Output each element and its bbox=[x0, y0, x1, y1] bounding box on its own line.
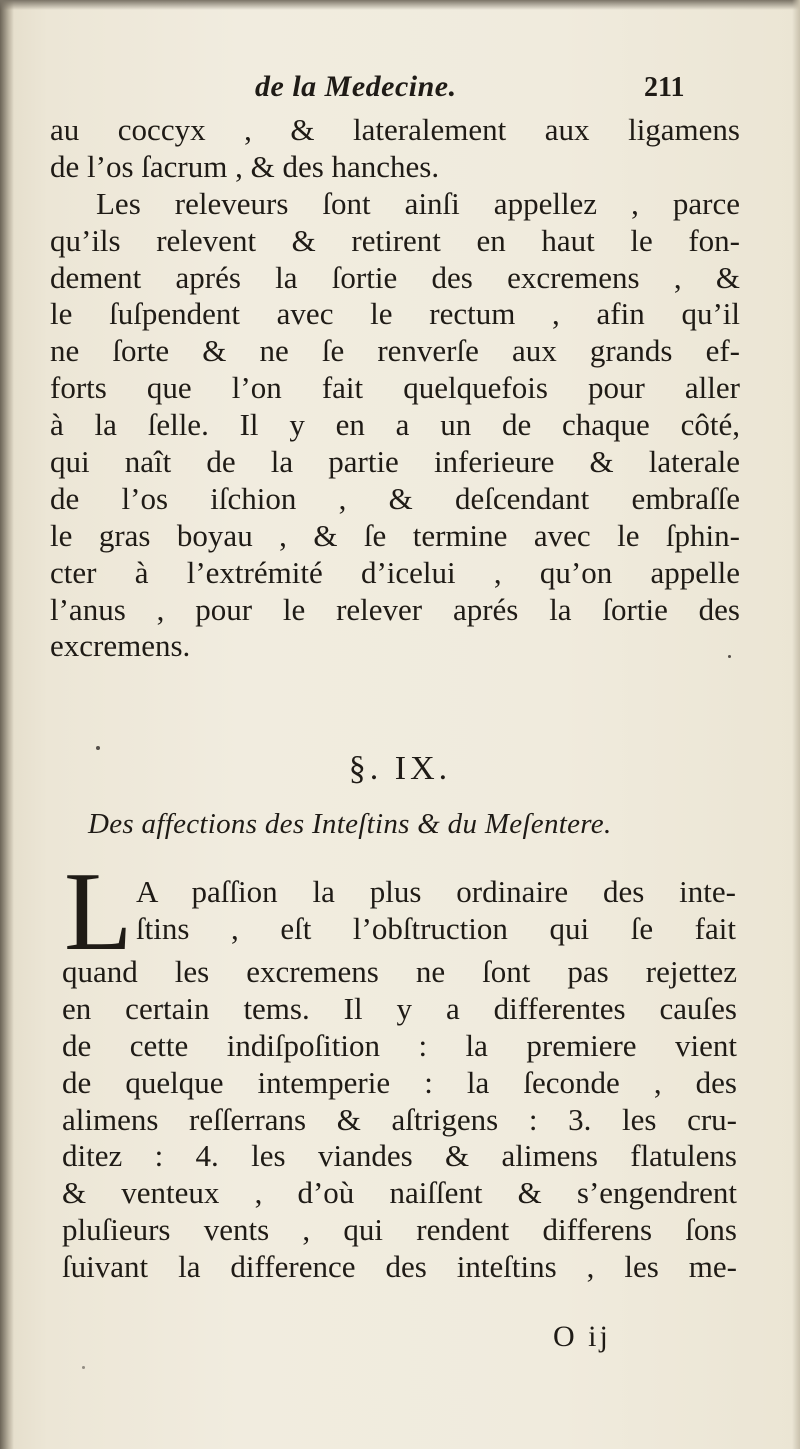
section-heading: §. IX. bbox=[348, 750, 452, 787]
text-line: A paſſion la plus ordinaire des inte- bbox=[136, 874, 736, 909]
paper-speck bbox=[82, 1366, 85, 1369]
drop-cap: L bbox=[64, 850, 133, 974]
text-line: cter à l’extrémité d’icelui , qu’on appelle bbox=[50, 554, 740, 590]
text-line: qu’ils relevent & retirent en haut le fon- bbox=[50, 222, 740, 258]
text-line: quand les excremens ne ſont pas rejettez bbox=[62, 954, 737, 989]
text-line: à la ſelle. Il y en a un de chaque côté, bbox=[50, 407, 740, 443]
page-gutter-shadow bbox=[0, 0, 14, 1449]
text-line: ſuivant la difference des inteſtins , les me- bbox=[62, 1249, 737, 1285]
text-line: de cette indiſpoſition : la premiere vient bbox=[62, 1027, 737, 1063]
text-line: qui naît de la partie inferieure & laterale bbox=[50, 444, 740, 480]
text-line: ne ſorte & ne ſe renverſe aux grands ef- bbox=[50, 333, 740, 369]
text-line: en certain tems. Il y a differentes cauſes bbox=[62, 990, 737, 1026]
text-line: & venteux , d’où naiſſent & s’engendrent bbox=[62, 1175, 737, 1211]
running-head-title: de la Medecine. bbox=[255, 70, 457, 103]
running-head bbox=[0, 70, 800, 110]
text-line: de l’os iſchion , & deſcendant embraſſe bbox=[50, 480, 740, 516]
page-number: 211 bbox=[644, 72, 685, 103]
text-line: ditez : 4. les viandes & alimens flatulens bbox=[62, 1138, 737, 1174]
text-line: Les releveurs ſont ainſi appellez , parce bbox=[96, 185, 740, 221]
section-title: Des affections des Inteſtins & du Meſentere. bbox=[88, 808, 612, 840]
text-line: dement aprés la ſortie des excremens , & bbox=[50, 259, 740, 295]
page-right-edge bbox=[792, 0, 800, 1449]
text-line: au coccyx , & lateralement aux ligamens bbox=[50, 112, 740, 147]
text-line: forts que l’on fait quelquefois pour aller bbox=[50, 370, 740, 406]
paragraph-intestins bbox=[62, 954, 737, 1286]
text-line: ſtins , eſt l’obſtruction qui ſe fait bbox=[136, 910, 736, 946]
text-line: le ſuſpendent avec le rectum , afin qu’il bbox=[50, 296, 740, 332]
text-line: excremens. bbox=[50, 628, 191, 664]
text-line: de l’os ſacrum , & des hanches. bbox=[50, 148, 440, 184]
text-line: alimens reſſerrans & aſtrigens : 3. les cru- bbox=[62, 1101, 737, 1137]
text-line: pluſieurs vents , qui rendent differens ſons bbox=[62, 1212, 737, 1248]
signature-mark: O ij bbox=[553, 1320, 611, 1353]
text-line: le gras boyau , & ſe termine avec le ſphin- bbox=[50, 517, 740, 553]
text-line: l’anus , pour le relever aprés la ſortie des bbox=[50, 591, 740, 627]
paragraph-intestins-opening bbox=[136, 874, 736, 948]
paragraph-releveurs bbox=[50, 112, 740, 665]
paper-speck bbox=[728, 655, 731, 658]
text-line: de quelque intemperie : la ſeconde , des bbox=[62, 1064, 737, 1100]
page-top-edge bbox=[0, 0, 800, 10]
paper-speck bbox=[96, 746, 100, 750]
